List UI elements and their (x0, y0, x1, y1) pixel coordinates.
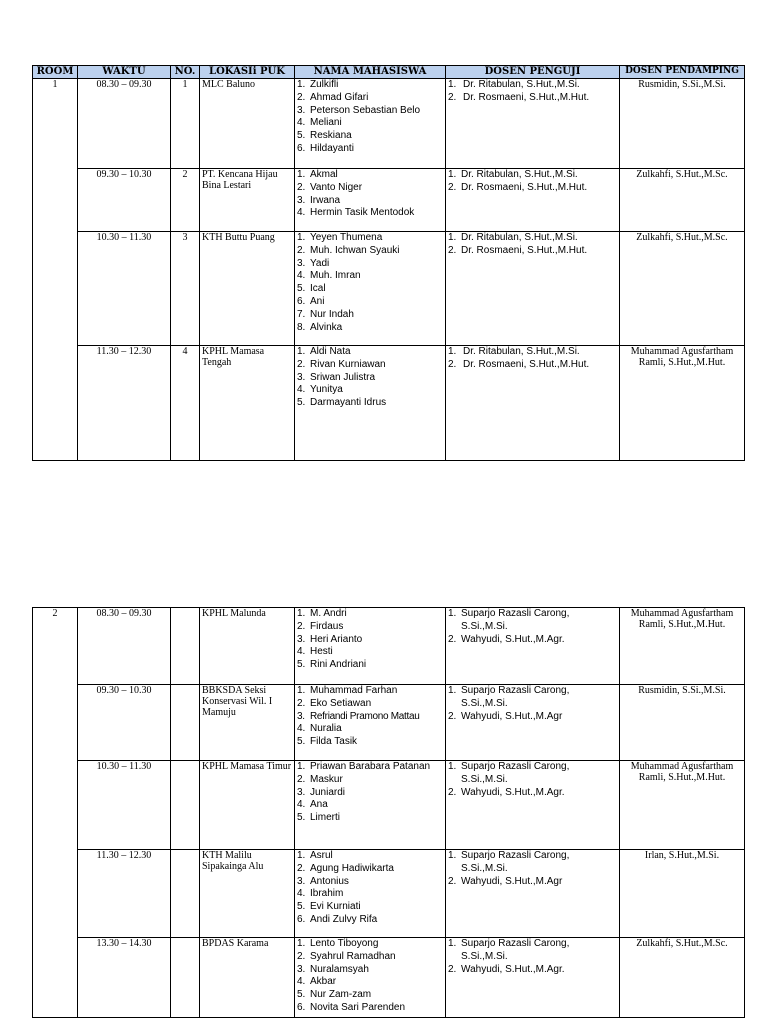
list-item: 5. Rini Andriani (297, 659, 367, 671)
no-cell (171, 685, 200, 761)
list-item: 1. Dr. Ritabulan, S.Hut.,M.Si. (448, 346, 580, 357)
waktu-cell: 10.30 – 11.30 (78, 761, 171, 850)
list-item: 2. Wahyudi, S.Hut.,M.Agr (448, 710, 563, 722)
list-item: 1. Akmal (297, 169, 338, 180)
list-item: 2. Dr. Rosmaeni, S.Hut.,M.Hut. (448, 91, 590, 103)
schedule-table-room-2 (32, 607, 745, 1018)
list-item: 5. Ical (297, 283, 326, 295)
lokasi-cell: BPDAS Karama (200, 938, 295, 1018)
list-item: 2. Firdaus (297, 620, 344, 632)
list-item: 3. Juniardi (297, 786, 346, 798)
pendamping-cell: Zulkahfi, S.Hut.,M.Sc. (620, 232, 745, 346)
list-item: 1. Suparjo Razasli Carong, S.Si.,M.Si. (448, 850, 570, 874)
penguji-cell (446, 79, 620, 169)
list-item: 4. Ibrahim (297, 888, 344, 900)
list-item: 5. Reskiana (297, 130, 352, 142)
penguji-list (448, 346, 617, 372)
table-row (33, 169, 745, 232)
list-item: 1. Suparjo Razasli Carong, S.Si.,M.Si. (448, 761, 570, 785)
penguji-list (448, 79, 617, 105)
list-item: 2. Wahyudi, S.Hut.,M.Agr. (448, 786, 565, 798)
waktu-cell: 08.30 – 09.30 (78, 608, 171, 685)
mahasiswa-cell (295, 850, 446, 938)
lokasi-cell: MLC Baluno (200, 79, 295, 169)
no-cell: 4 (171, 346, 200, 461)
list-item: 2. Eko Setiawan (297, 697, 372, 709)
header-no: NO. (171, 66, 200, 79)
lokasi-cell: KTH Buttu Puang (200, 232, 295, 346)
table-row (33, 79, 745, 169)
list-item: 2. Vanto Niger (297, 181, 363, 193)
pendamping-cell: Zulkahfi, S.Hut.,M.Sc. (620, 169, 745, 232)
list-item: 2. Dr. Rosmaeni, S.Hut.,M.Hut. (448, 181, 588, 193)
list-item: 2. Wahyudi, S.Hut.,M.Agr (448, 875, 563, 887)
list-item: 5. Filda Tasik (297, 736, 358, 748)
mahasiswa-cell (295, 79, 446, 169)
mahasiswa-cell (295, 761, 446, 850)
mahasiswa-list (297, 608, 443, 672)
list-item: 3. Antonius (297, 875, 349, 887)
penguji-cell (446, 169, 620, 232)
list-item: 5. Darmayanti Idrus (297, 397, 387, 409)
pendamping-cell: Rusmidin, S.Si.,M.Si. (620, 79, 745, 169)
list-item: 1. Lento Tiboyong (297, 938, 379, 949)
penguji-cell (446, 232, 620, 346)
list-item: 4. Meliani (297, 117, 342, 129)
list-item: 5. Evi Kurniati (297, 901, 361, 913)
mahasiswa-list (297, 79, 443, 156)
list-item: 2. Wahyudi, S.Hut.,M.Agr. (448, 963, 565, 975)
waktu-cell: 11.30 – 12.30 (78, 346, 171, 461)
list-item: 4. Hermin Tasik Mentodok (297, 207, 415, 219)
lokasi-cell: KPHL Mamasa Timur (200, 761, 295, 850)
list-item: 3. Yadi (297, 257, 330, 269)
list-item: 2. Syahrul Ramadhan (297, 950, 396, 962)
list-item: 7. Nur Indah (297, 308, 354, 320)
waktu-cell: 09.30 – 10.30 (78, 169, 171, 232)
pendamping-cell: Rusmidin, S.Si.,M.Si. (620, 685, 745, 761)
list-item: 1. Dr. Ritabulan, S.Hut.,M.Si. (448, 169, 578, 180)
mahasiswa-cell (295, 608, 446, 685)
list-item: 3. Irwana (297, 194, 341, 206)
list-item: 2. Rivan Kurniawan (297, 358, 386, 370)
no-cell (171, 761, 200, 850)
pendamping-cell: Irlan, S.Hut.,M.Si. (620, 850, 745, 938)
header-waktu: WAKTU (78, 66, 171, 79)
mahasiswa-list (297, 169, 443, 220)
mahasiswa-cell (295, 232, 446, 346)
pendamping-cell: Muhammad Agusfartham Ramli, S.Hut.,M.Hut. (620, 761, 745, 850)
penguji-cell (446, 938, 620, 1018)
list-item: 3. Sriwan Julistra (297, 371, 376, 383)
list-item: 1. M. Andri (297, 608, 347, 619)
table-row (33, 346, 745, 461)
table-row (33, 850, 745, 938)
list-item: 1. Dr. Ritabulan, S.Hut.,M.Si. (448, 232, 578, 243)
list-item: 2. Agung Hadiwikarta (297, 862, 394, 874)
table-row (33, 685, 745, 761)
table-row (33, 761, 745, 850)
table-row (33, 232, 745, 346)
mahasiswa-list (297, 232, 443, 334)
list-item: 3. Nuralamsyah (297, 963, 369, 975)
room-number: 2 (33, 608, 78, 1018)
list-item: 6. Ani (297, 295, 325, 307)
list-item: 1. Muhammad Farhan (297, 685, 398, 696)
waktu-cell: 09.30 – 10.30 (78, 685, 171, 761)
table-row (33, 608, 745, 685)
list-item: 4. Yunitya (297, 384, 343, 396)
waktu-cell: 08.30 – 09.30 (78, 79, 171, 169)
list-item: 3. Peterson Sebastian Belo (297, 104, 421, 116)
room-number: 1 (33, 79, 78, 461)
waktu-cell: 13.30 – 14.30 (78, 938, 171, 1018)
waktu-cell: 10.30 – 11.30 (78, 232, 171, 346)
penguji-list (448, 169, 617, 195)
mahasiswa-list (297, 761, 443, 825)
list-item: 4. Nuralia (297, 723, 342, 735)
penguji-list (448, 938, 617, 976)
table-row (33, 938, 745, 1018)
list-item: 5. Nur Zam-zam (297, 989, 372, 1001)
no-cell: 2 (171, 169, 200, 232)
penguji-list (448, 761, 617, 799)
list-item: 1. Yeyen Thumena (297, 232, 383, 243)
pendamping-cell: Zulkahfi, S.Hut.,M.Sc. (620, 938, 745, 1018)
penguji-cell (446, 608, 620, 685)
no-cell (171, 850, 200, 938)
penguji-list (448, 685, 617, 723)
list-item: 6. Hildayanti (297, 142, 354, 154)
lokasi-cell: BBKSDA Seksi Konservasi Wil. I Mamuju (200, 685, 295, 761)
list-item: 3. Refriandi Pramono Mattau (297, 710, 420, 722)
list-item: 1. Suparjo Razasli Carong, S.Si.,M.Si. (448, 938, 570, 962)
no-cell (171, 608, 200, 685)
list-item: 1. Aldi Nata (297, 346, 351, 357)
list-item: 1. Suparjo Razasli Carong, S.Si.,M.Si. (448, 608, 570, 632)
list-item: 5. Limerti (297, 812, 341, 824)
mahasiswa-cell (295, 685, 446, 761)
header-lokasi: LOKASIi PUK (200, 66, 295, 79)
mahasiswa-list (297, 346, 443, 410)
list-item: 4. Muh. Imran (297, 270, 361, 282)
list-item: 1. Dr. Ritabulan, S.Hut.,M.Si. (448, 79, 580, 90)
mahasiswa-list (297, 850, 443, 927)
penguji-cell (446, 761, 620, 850)
lokasi-cell: PT. Kencana Hijau Bina Lestari (200, 169, 295, 232)
pendamping-cell: Muhammad Agusfartham Ramli, S.Hut.,M.Hut. (620, 608, 745, 685)
schedule-table-room-1 (32, 65, 745, 461)
mahasiswa-cell (295, 169, 446, 232)
list-item: 2. Wahyudi, S.Hut.,M.Agr. (448, 633, 565, 645)
list-item: 1. Zulkifli (297, 79, 339, 90)
lokasi-cell: KPHL Malunda (200, 608, 295, 685)
list-item: 8. Alvinka (297, 321, 343, 333)
list-item: 2. Ahmad Gifari (297, 91, 369, 103)
lokasi-cell: KPHL Mamasa Tengah (200, 346, 295, 461)
penguji-list (448, 608, 617, 646)
mahasiswa-list (297, 938, 443, 1015)
penguji-list (448, 850, 617, 888)
penguji-list (448, 232, 617, 258)
header-dosen-penguji: DOSEN PENGUJI (446, 66, 620, 79)
penguji-cell (446, 685, 620, 761)
lokasi-cell: KTH Malilu Sipakainga Alu (200, 850, 295, 938)
list-item: 4. Ana (297, 799, 328, 811)
penguji-cell (446, 850, 620, 938)
header-nama-mahasiswa: NAMA MAHASISWA (295, 66, 446, 79)
list-item: 2. Dr. Rosmaeni, S.Hut.,M.Hut. (448, 358, 590, 370)
no-cell: 1 (171, 79, 200, 169)
list-item: 2. Muh. Ichwan Syauki (297, 244, 400, 256)
list-item: 3. Heri Arianto (297, 633, 363, 645)
header-dosen-pendamping: DOSEN PENDAMPING (620, 66, 745, 79)
list-item: 6. Andi Zulvy Rifa (297, 913, 378, 925)
list-item: 4. Hesti (297, 646, 333, 658)
list-item: 6. Novita Sari Parenden (297, 1001, 406, 1013)
mahasiswa-list (297, 685, 443, 749)
waktu-cell: 11.30 – 12.30 (78, 850, 171, 938)
no-cell: 3 (171, 232, 200, 346)
list-item: 2. Dr. Rosmaeni, S.Hut.,M.Hut. (448, 244, 588, 256)
list-item: 1. Priawan Barabara Patanan (297, 761, 431, 772)
list-item: 4. Akbar (297, 976, 337, 988)
penguji-cell (446, 346, 620, 461)
list-item: 1. Asrul (297, 850, 333, 861)
header-room: ROOM (33, 66, 78, 79)
pendamping-cell: Muhammad Agusfartham Ramli, S.Hut.,M.Hut. (620, 346, 745, 461)
header-row (33, 66, 745, 79)
mahasiswa-cell (295, 938, 446, 1018)
list-item: 2. Maskur (297, 773, 343, 785)
list-item: 1. Suparjo Razasli Carong, S.Si.,M.Si. (448, 685, 570, 709)
no-cell (171, 938, 200, 1018)
mahasiswa-cell (295, 346, 446, 461)
